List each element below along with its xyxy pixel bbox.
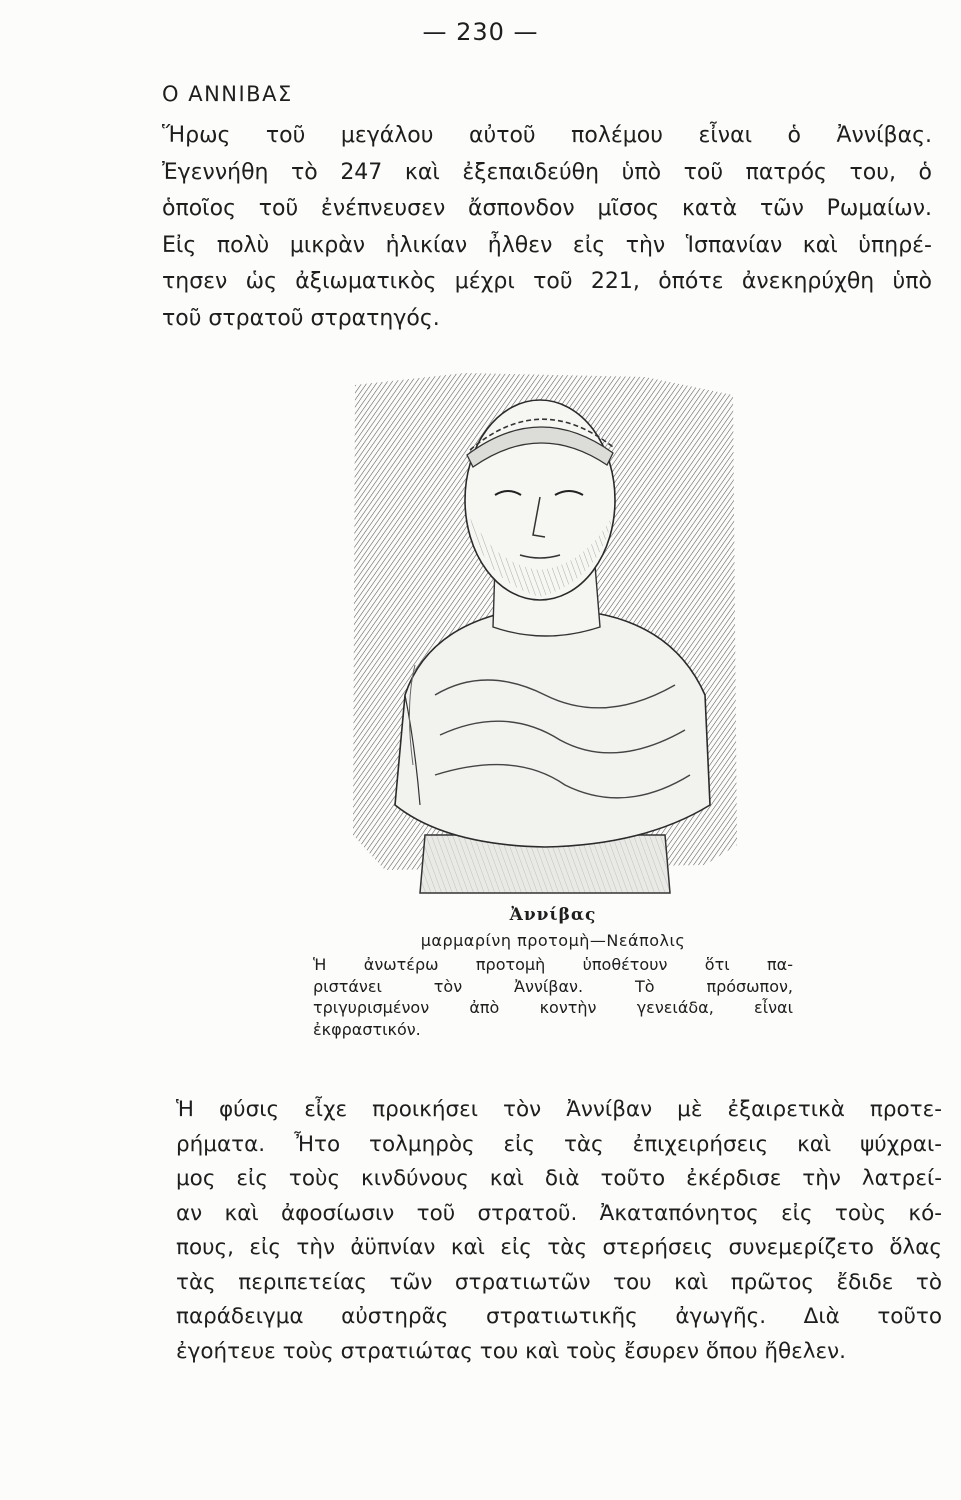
text-line: αν καὶ ἀφοσίωσιν τοῦ στρατοῦ. Ἀκαταπόνητος εἰς τοὺς κό- xyxy=(176,1200,942,1226)
section-heading: Ο ΑΝΝΙΒΑΣ xyxy=(162,82,293,106)
text-line: Ἥρως τοῦ μεγάλου αὐτοῦ πολέμου εἶναι ὁ Ἀννίβας. xyxy=(162,123,932,148)
text-line: πους, εἰς τὴν ἀϋπνίαν καὶ εἰς τὰς στερήσεις συνεμερίζετο ὅλας xyxy=(176,1235,942,1260)
text-line: τοῦ στρατοῦ στρατηγός. xyxy=(162,305,440,331)
marble-bust-icon xyxy=(345,365,740,895)
text-line: ρήματα. Ἦτο τολμηρὸς εἰς τὰς ἐπιχειρήσεις καὶ ψύχραι- xyxy=(176,1131,942,1157)
text-line: τησεν ὡς ἀξιωματικὸς μέχρι τοῦ 221, ὁπότε ἀνεκηρύχθη ὑπὸ xyxy=(162,269,932,294)
caption-line: τριγυρισμένον ἀπὸ κοντὴν γενειάδα, εἶναι xyxy=(313,998,793,1017)
caption-subtitle: μαρμαρίνη προτομὴ—Νεάπολις xyxy=(420,931,686,950)
caption-line: Ἡ ἀνωτέρω προτομὴ ὑποθέτουν ὅτι πα- xyxy=(313,955,793,974)
text-line: τὰς περιπετείας τῶν στρατιωτῶν του καὶ πρῶτος ἔδιδε τὸ xyxy=(176,1269,942,1295)
page-number: — 230 — xyxy=(422,18,539,46)
text-line: Ἡ φύσις εἶχε προικήσει τὸν Ἀννίβαν μὲ ἐξαιρετικὰ προτε- xyxy=(176,1097,942,1122)
text-line: Ἐγεννήθη τὸ 247 καὶ ἐξεπαιδεύθη ὑπὸ τοῦ πατρός του, ὁ xyxy=(162,159,932,185)
caption-text xyxy=(313,954,793,1040)
text-line: Εἰς πολὺ μικρὰν ἡλικίαν ἦλθεν εἰς τὴν Ἱσπανίαν καὶ ὑπηρέ- xyxy=(162,232,932,258)
bust-figure xyxy=(345,365,740,895)
text-line: παράδειγμα αὐστηρᾶς στρατιωτικῆς ἀγωγῆς. Διὰ τοῦτο xyxy=(176,1304,942,1329)
caption-title: Ἀννίβας xyxy=(509,905,597,925)
caption-line: ἐκφραστικόν. xyxy=(313,1019,421,1039)
text-line: ὁποῖος τοῦ ἐνέπνευσεν ἄσπονδον μῖσος κατὰ τῶν Ρωμαίων. xyxy=(162,196,932,221)
figure-caption xyxy=(313,905,793,1040)
caption-line: ριστάνει τὸν Ἀννίβαν. Τὸ πρόσωπον, xyxy=(313,976,793,996)
text-line: ἐγοήτευε τοὺς στρατιώτας του καὶ τοὺς ἔσυρεν ὅπου ἤθελεν. xyxy=(176,1338,846,1364)
text-line: μος εἰς τοὺς κινδύνους καὶ διὰ τοῦτο ἐκέρδισε τὴν λατρεί- xyxy=(176,1166,942,1191)
paragraph-character xyxy=(176,1093,942,1369)
paragraph-intro xyxy=(162,118,932,337)
